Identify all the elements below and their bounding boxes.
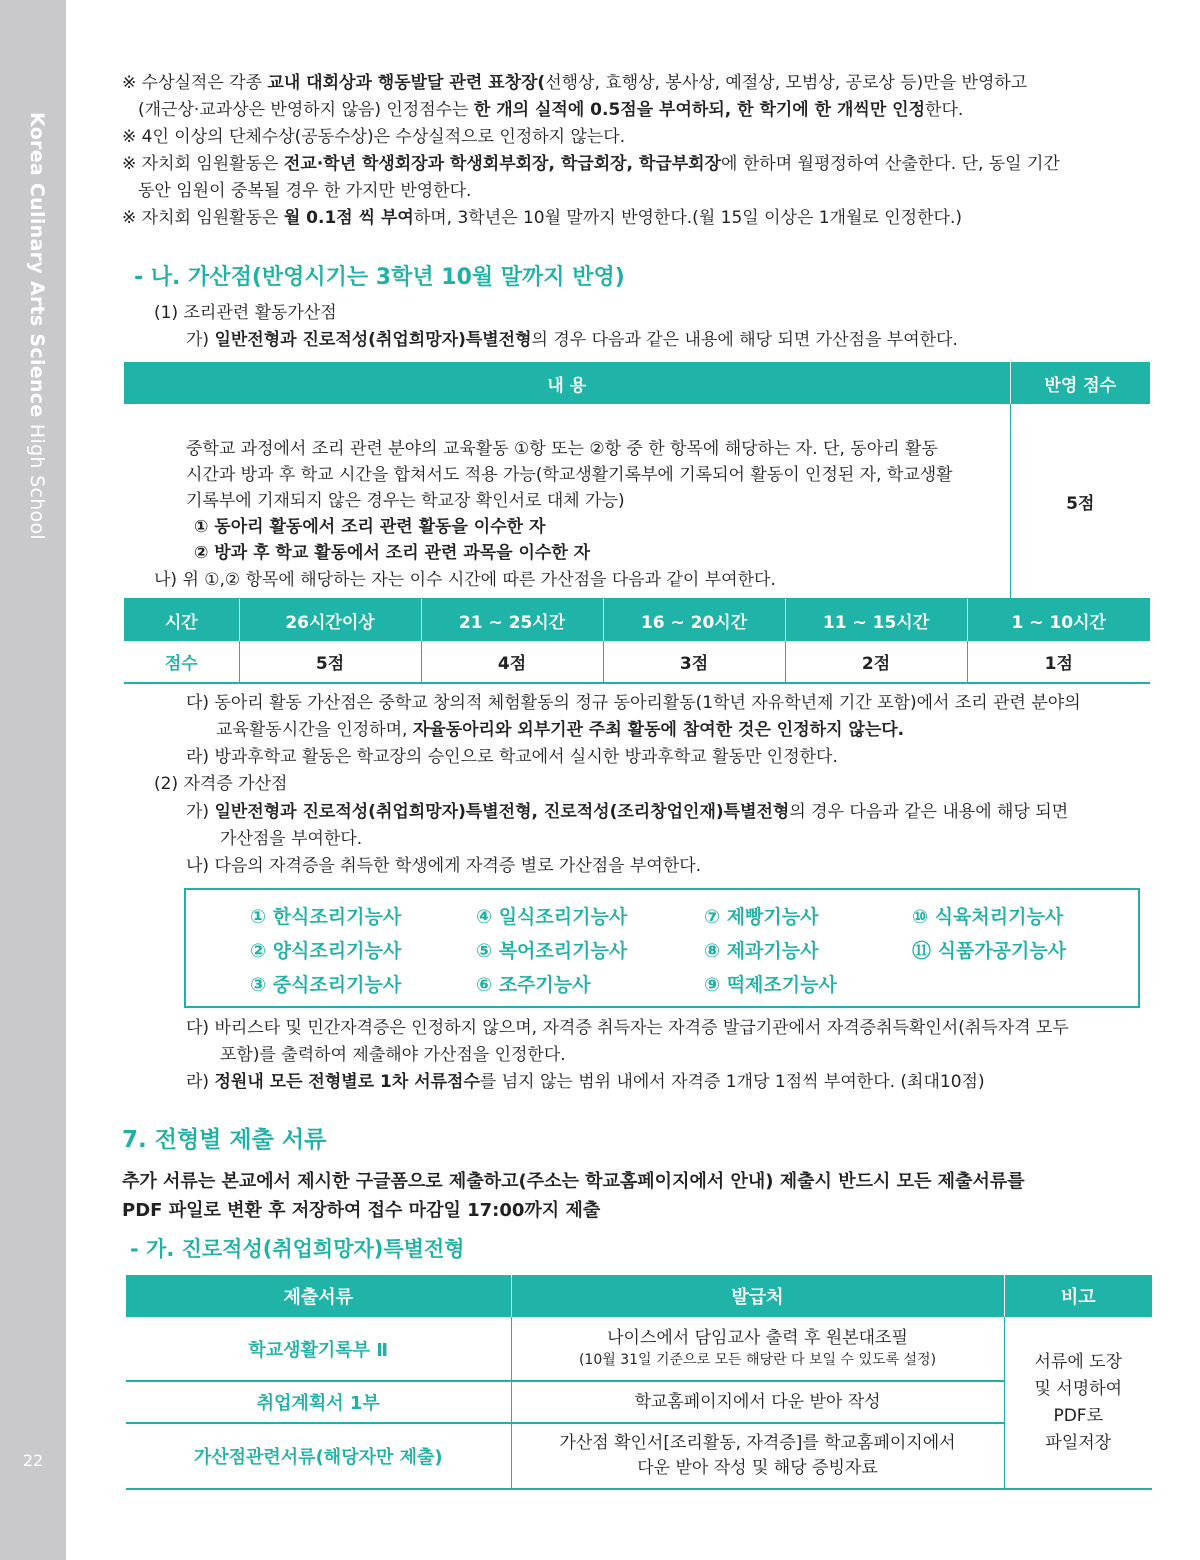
header-11-15: 11 ~ 15시간	[785, 599, 967, 641]
header-remarks: 비고	[1004, 1275, 1152, 1317]
cert-item: ⑨ 떡제조기능사	[704, 974, 837, 996]
doc-employment-plan: 취업계획서 1부	[126, 1381, 511, 1423]
section7-desc-cont: PDF 파일로 변환 후 저장하여 접수 마감일 17:00까지 제출	[122, 1200, 601, 1221]
content-line: 중학교 과정에서 조리 관련 분야의 교육활동 ①항 또는 ②항 중 한 항목에 해당하는 자. 단, 동아리 활동	[186, 439, 938, 459]
submission-docs-table	[126, 1275, 1152, 1490]
content-item-2: ② 방과 후 학교 활동에서 조리 관련 과목을 이수한 자	[194, 543, 591, 563]
club-bonus-da: 다) 동아리 활동 가산점은 중학교 창의적 체험활동의 정규 동아리활동(1학년 자유학년제 기간 포함)에서 조리 관련 분야의	[186, 693, 1081, 713]
note-awards: ※ 수상실적은 각종 교내 대회상과 행동발달 관련 표창장(선행상, 효행상, 봉사상, 예절상, 모범상, 공로상 등)만을 반영하고	[122, 73, 1028, 93]
cooking-bonus-ga: 가) 일반전형과 진로적성(취업희망자)특별전형의 경우 다음과 같은 내용에 해당 되면 가산점을 부여한다.	[186, 330, 958, 350]
page-number: 22	[22, 1451, 44, 1470]
remarks-line: PDF로	[1053, 1405, 1104, 1426]
cert-item: ③ 중식조리기능사	[250, 974, 402, 996]
sidebar	[0, 0, 66, 1560]
cert-item: ⑥ 조주기능사	[476, 974, 591, 996]
issuer-text: 다운 받아 작성 및 해당 증빙자료	[637, 1458, 878, 1478]
barista-da: 다) 바리스타 및 민간자격증은 인정하지 않으며, 자격증 취득자는 자격증 발급기관에서 자격증취득확인서(취득자격 모두	[186, 1018, 1069, 1038]
content-item-1: ① 동아리 활동에서 조리 관련 활동을 이수한 자	[194, 517, 546, 537]
header-16-20: 16 ~ 20시간	[603, 599, 785, 641]
row-label-score: 점수	[124, 641, 239, 683]
subsection-cooking-bonus: (1) 조리관련 활동가산점	[154, 303, 337, 323]
score-value: 3점	[603, 641, 785, 683]
remarks-line: 및 서명하여	[1034, 1378, 1122, 1399]
cert-bonus-na: 나) 다음의 자격증을 취득한 학생에게 자격증 별로 가산점을 부여한다.	[186, 856, 702, 876]
score-value: 2점	[785, 641, 967, 683]
score-value: 4점	[421, 641, 603, 683]
header-content: 내 용	[124, 362, 1010, 404]
header-documents: 제출서류	[126, 1275, 511, 1317]
cert-bonus-ga-cont: 가산점을 부여한다.	[220, 829, 363, 849]
club-bonus-da-cont: 교육활동시간을 인정하며, 자율동아리와 외부기관 주최 활동에 참여한 것은 인정하지 않는다.	[216, 720, 905, 740]
note-council-score: ※ 자치회 임원활동은 월 0.1점 씩 부여하며, 3학년은 10월 말까지 반영한다.(월 15일 이상은 1개월로 인정한다.)	[122, 208, 962, 228]
section-bonus-title: - 나. 가산점(반영시기는 3학년 10월 말까지 반영)	[134, 265, 625, 290]
school-name-vertical: Korea Culinary Arts Science High School	[26, 112, 48, 540]
hours-score-table	[124, 599, 1150, 684]
cert-limit-ra: 라) 정원내 모든 전형별로 1차 서류점수를 넘지 않는 범위 내에서 자격증 1개당 1점씩 부여한다. (최대10점)	[186, 1072, 985, 1092]
header-score: 반영 점수	[1010, 362, 1150, 404]
doc-school-record: 학교생활기록부 Ⅱ	[126, 1317, 511, 1381]
afterschool-ra: 라) 방과후학교 활동은 학교장의 승인으로 학교에서 실시한 방과후학교 활동만 인정한다.	[186, 747, 838, 767]
issuer-text: 가산점 확인서[조리활동, 자격증]를 학교홈페이지에서	[559, 1433, 956, 1453]
section7-sub-title: - 가. 진로적성(취업희망자)특별전형	[130, 1237, 465, 1261]
cert-item: ⑤ 복어조리기능사	[476, 940, 628, 962]
issuer-school-record	[511, 1317, 1004, 1381]
remarks-line: 파일저장	[1045, 1432, 1112, 1453]
cert-item: ② 양식조리기능사	[250, 940, 402, 962]
hours-bonus-na: 나) 위 ①,② 항목에 해당하는 자는 이수 시간에 따른 가산점을 다음과 같이 부여한다.	[154, 570, 776, 590]
header-1-10: 1 ~ 10시간	[967, 599, 1150, 641]
header-issuer: 발급처	[511, 1275, 1004, 1317]
cooking-activity-table	[124, 362, 1150, 600]
issuer-text: 나이스에서 담임교사 출력 후 원본대조필	[607, 1327, 908, 1348]
certificate-list-box	[184, 888, 1140, 1008]
barista-da-cont: 포함)를 출력하여 제출해야 가산점을 인정한다.	[220, 1045, 566, 1065]
cert-bonus-ga: 가) 일반전형과 진로적성(취업희망자)특별전형, 진로적성(조리창업인재)특별전형의 경우 다음과 같은 내용에 해당 되면	[186, 802, 1069, 822]
cert-item: ⑩ 식육처리기능사	[912, 906, 1064, 928]
content-line: 기록부에 기재되지 않은 경우는 학교장 확인서로 대체 가능)	[186, 491, 625, 511]
cert-item: ⑦ 제빵기능사	[704, 906, 819, 928]
score-cell: 5점	[1010, 404, 1150, 599]
cert-item: ⑧ 제과기능사	[704, 940, 819, 962]
issuer-bonus-papers	[511, 1423, 1004, 1489]
note-council: ※ 자치회 임원활동은 전교·학년 학생회장과 학생회부회장, 학급회장, 학급부회장에 한하며 월평정하여 산출한다. 단, 동일 기간	[122, 154, 1060, 174]
issuer-subtext: (10월 31일 기준으로 모든 해당란 다 보일 수 있도록 설정)	[578, 1351, 937, 1368]
note-council-cont: 동안 임원이 중복될 경우 한 가지만 반영한다.	[138, 181, 472, 201]
section7-title: 7. 전형별 제출 서류	[122, 1127, 327, 1153]
section7-desc: 추가 서류는 본교에서 제시한 구글폼으로 제출하고(주소는 학교홈페이지에서 안내) 제출시 반드시 모든 제출서류를	[122, 1171, 1025, 1192]
header-hours: 시간	[124, 599, 239, 641]
score-value: 5점	[239, 641, 421, 683]
cert-item: ① 한식조리기능사	[250, 906, 402, 928]
header-21-25: 21 ~ 25시간	[421, 599, 603, 641]
subsection-cert-bonus: (2) 자격증 가산점	[154, 774, 288, 794]
content-line: 시간과 방과 후 학교 시간을 합쳐서도 적용 가능(학교생활기록부에 기록되어 활동이 인정된 자, 학교생활	[186, 465, 953, 485]
score-value: 1점	[967, 641, 1150, 683]
issuer-employment-plan: 학교홈페이지에서 다운 받아 작성	[511, 1381, 1004, 1423]
note-group-awards: ※ 4인 이상의 단체수상(공동수상)은 수상실적으로 인정하지 않는다.	[122, 127, 626, 147]
doc-bonus-papers: 가산점관련서류(해당자만 제출)	[126, 1423, 511, 1489]
note-awards-cont: (개근상·교과상은 반영하지 않음) 인정점수는 한 개의 실적에 0.5점을 부여하되, 한 학기에 한 개씩만 인정한다.	[138, 100, 964, 120]
cert-item: ④ 일식조리기능사	[476, 906, 628, 928]
remarks-cell	[1004, 1317, 1152, 1489]
remarks-line: 서류에 도장	[1034, 1351, 1122, 1372]
header-26plus: 26시간이상	[239, 599, 421, 641]
cert-item: ⑪ 식품가공기능사	[912, 940, 1067, 962]
